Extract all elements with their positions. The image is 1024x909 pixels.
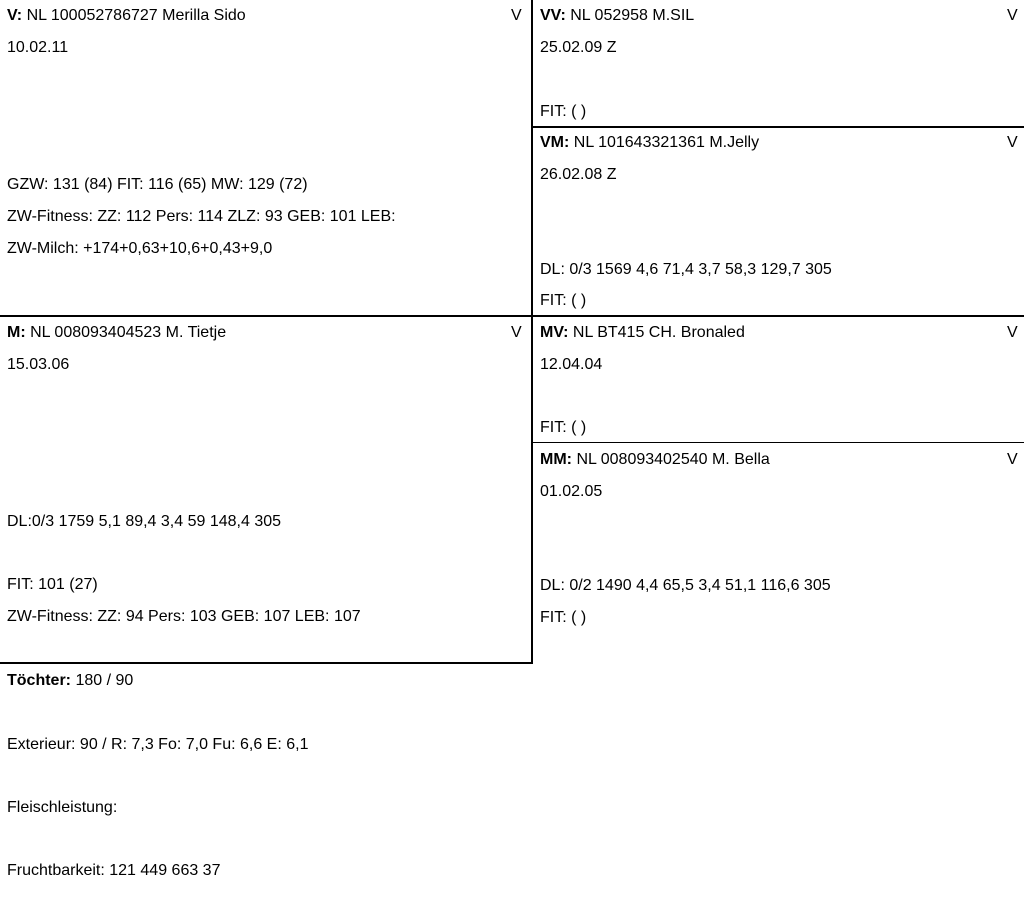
vv-id-name: NL 052958 M.SIL [570, 7, 695, 24]
sire-date: 10.02.11 [7, 39, 69, 56]
mv-date: 12.04.04 [540, 356, 603, 373]
dam-header [7, 324, 226, 342]
mv-header [540, 324, 745, 342]
mv-mark: V [1007, 324, 1018, 341]
daughters-line [7, 672, 133, 690]
daughters-value: 180 / 90 [75, 672, 134, 689]
sire-zw-milch: ZW-Milch: +174+0,63+10,6+0,43+9,0 [7, 240, 273, 257]
fleisch-line: Fleischleistung: [7, 799, 118, 816]
dam-label: M: [7, 324, 26, 341]
vm-label: VM: [540, 134, 570, 151]
mm-date: 01.02.05 [540, 483, 603, 500]
sire-id-name: NL 100052786727 Merilla Sido [26, 7, 246, 24]
exterieur-line: Exterieur: 90 / R: 7,3 Fo: 7,0 Fu: 6,6 E: 6,1 [7, 736, 309, 753]
sire-zw-fitness: ZW-Fitness: ZZ: 112 Pers: 114 ZLZ: 93 GEB: 101 LEB: [7, 208, 396, 225]
vv-mark: V [1007, 7, 1018, 24]
sire-header [7, 7, 246, 25]
daughters-label: Töchter: [7, 672, 71, 689]
sire-label: V: [7, 7, 23, 24]
dam-id-name: NL 008093404523 M. Tietje [30, 324, 227, 341]
sire-mark: V [511, 7, 522, 24]
divider-sire-dam [0, 315, 1024, 317]
mm-mark: V [1007, 451, 1018, 468]
dam-mark: V [511, 324, 522, 341]
dam-dl: DL:0/3 1759 5,1 89,4 3,4 59 148,4 305 [7, 513, 282, 530]
vm-date: 26.02.08 Z [540, 166, 617, 183]
mm-header [540, 451, 770, 469]
vv-date: 25.02.09 Z [540, 39, 617, 56]
vm-mark: V [1007, 134, 1018, 151]
dam-zw-fitness: ZW-Fitness: ZZ: 94 Pers: 103 GEB: 107 LEB: 107 [7, 608, 361, 625]
mm-fit: FIT: ( ) [540, 609, 587, 626]
divider-vv-vm [533, 126, 1024, 128]
sire-gzw: GZW: 131 (84) FIT: 116 (65) MW: 129 (72) [7, 176, 308, 193]
mm-label: MM: [540, 451, 572, 468]
mv-id-name: NL BT415 CH. Bronaled [572, 324, 745, 341]
vm-id-name: NL 101643321361 M.Jelly [573, 134, 760, 151]
mv-fit: FIT: ( ) [540, 419, 587, 436]
vv-label: VV: [540, 7, 566, 24]
center-divider [531, 0, 533, 663]
dam-fit: FIT: 101 (27) [7, 576, 98, 593]
divider-mv-mm [533, 442, 1024, 443]
dam-date: 15.03.06 [7, 356, 70, 373]
vv-header [540, 7, 694, 25]
vv-fit: FIT: ( ) [540, 103, 587, 120]
vm-fit: FIT: ( ) [540, 292, 587, 309]
vm-header [540, 134, 759, 152]
mm-dl: DL: 0/2 1490 4,4 65,5 3,4 51,1 116,6 305 [540, 577, 831, 594]
vm-dl: DL: 0/3 1569 4,6 71,4 3,7 58,3 129,7 305 [540, 261, 832, 278]
divider-pedigree-footer [0, 662, 533, 664]
mv-label: MV: [540, 324, 569, 341]
frucht-line: Fruchtbarkeit: 121 449 663 37 [7, 862, 221, 879]
mm-id-name: NL 008093402540 M. Bella [576, 451, 770, 468]
